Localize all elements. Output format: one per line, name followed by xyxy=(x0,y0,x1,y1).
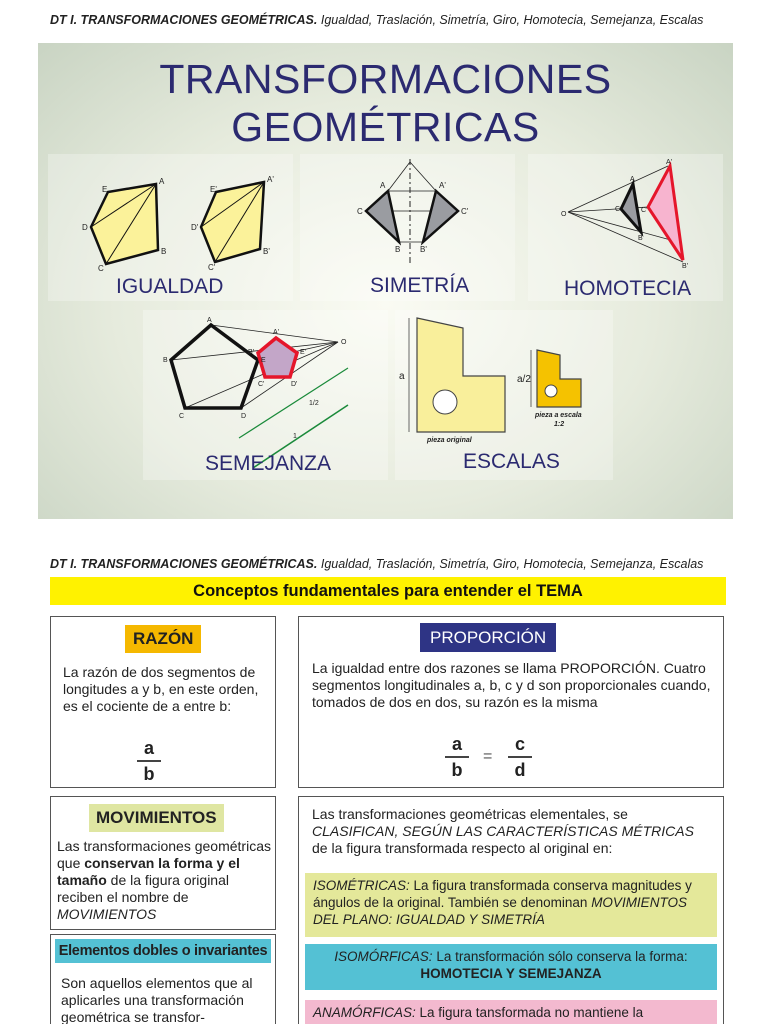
pt-D: D xyxy=(82,223,88,232)
mark-one: 1 xyxy=(293,433,297,440)
pt-E: E xyxy=(102,185,108,194)
box-razon xyxy=(50,616,276,788)
cover-title-line1: TRANSFORMACIONES xyxy=(159,56,612,102)
pt-O: O xyxy=(341,339,347,346)
strip-isomorficas: ISOMÓRFICAS: La transformación sólo conserva la forma: HOMOTECIA Y SEMEJANZA xyxy=(305,944,717,990)
dim-a: a xyxy=(399,371,405,382)
pt-A: A xyxy=(630,176,635,183)
pt-B: B xyxy=(161,247,167,256)
label-homotecia: HOMOTECIA xyxy=(564,277,692,300)
panel-escalas xyxy=(395,310,613,480)
panel-simetria xyxy=(300,154,515,301)
movimientos-text: Las transformaciones geométricas que conservan la forma y el tamaño de la figura original reciben el nombre de MOVIMIENTOS xyxy=(57,838,271,922)
razon-fraction xyxy=(137,738,161,784)
label-simetria: SIMETRÍA xyxy=(370,274,470,297)
header-rest-2: Igualdad, Traslación, Simetría, Giro, Homotecia, Semejanza, Escalas xyxy=(317,557,704,571)
pt-D: D xyxy=(241,413,247,420)
page-header-top xyxy=(50,13,703,27)
pt-A2: A' xyxy=(666,159,673,166)
header-bold: DT I. TRANSFORMACIONES GEOMÉTRICAS. xyxy=(50,13,318,27)
proporcion-fraction-1: a b xyxy=(445,734,469,780)
pt-C2: C' xyxy=(641,207,648,214)
strip-isometricas: ISOMÉTRICAS: La figura transformada conserva magnitudes y ángulos de la original. También se denominan MOVIMIENTOS DEL PLANO: IGUALDAD Y SIMETRÍA xyxy=(305,873,717,937)
header-rest: Igualdad, Traslación, Simetría, Giro, Homotecia, Semejanza, Escalas xyxy=(317,13,704,27)
frac-den: b xyxy=(143,763,155,784)
page-header-second xyxy=(50,557,703,571)
box-elementos xyxy=(50,934,276,1024)
cover-slide xyxy=(38,43,733,519)
pt-E2: E' xyxy=(300,349,307,356)
box-clasifican xyxy=(298,796,724,1024)
elementos-text: Son aquellos elementos que al aplicarles una transformación geométrica se transfor- xyxy=(61,975,253,1024)
pt-B: B xyxy=(638,235,643,242)
cover-title xyxy=(38,55,733,151)
pt-C: C xyxy=(615,206,621,213)
proporcion-text: La igualdad entre dos razones se llama PROPORCIÓN. Cuatro segmentos longitudinales a, b, c y d son proporcionales cuando, tomados de dos en dos, su razón es la misma xyxy=(312,660,711,710)
piece-original xyxy=(417,318,505,432)
tag-razon: RAZÓN xyxy=(125,625,201,653)
pt-C: C xyxy=(357,207,363,216)
label-semejanza: SEMEJANZA xyxy=(205,452,332,475)
pt-B2: B' xyxy=(248,349,255,356)
shape-left xyxy=(366,191,399,242)
pt-B2: B' xyxy=(263,247,270,256)
panel-semejanza xyxy=(143,310,388,480)
dim-a2: a/2 xyxy=(517,374,531,385)
pt-D2: D' xyxy=(291,381,298,388)
strip-anamorficas: ANAMÓRFICAS: La figura tansformada no mantiene la xyxy=(305,1000,717,1024)
caption-scaled-1: pieza a escala xyxy=(535,412,582,419)
shape-copy xyxy=(201,182,264,262)
panel-igualdad xyxy=(48,154,293,301)
pt-B2: B' xyxy=(682,263,689,270)
tag-movimientos: MOVIMIENTOS xyxy=(89,804,224,832)
tag-proporcion: PROPORCIÓN xyxy=(420,623,556,652)
concepts-title: Conceptos fundamentales para entender el TEMA xyxy=(50,577,726,605)
label-escalas: ESCALAS xyxy=(463,450,560,473)
pt-C: C xyxy=(98,264,104,273)
box-proporcion xyxy=(298,616,724,788)
razon-text: La razón de dos segmentos de longitudes a y b, en este orden, es el cociente de a entre b: xyxy=(63,664,259,714)
caption-scaled-2: 1:2 xyxy=(554,421,565,428)
pt-D2: D' xyxy=(191,223,199,232)
pt-B: B xyxy=(395,245,401,254)
equals-sign: = xyxy=(483,748,493,765)
tag-elementos: Elementos dobles o invariantes xyxy=(55,939,271,963)
pt-E: E xyxy=(261,357,266,364)
pt-C2: C' xyxy=(208,263,216,272)
frac-num: a xyxy=(143,738,154,758)
pt-A: A xyxy=(207,317,212,324)
piece-scaled xyxy=(537,350,581,407)
pt-B: B xyxy=(163,357,168,364)
pt-A2: A' xyxy=(273,329,280,336)
pt-A: A xyxy=(159,177,165,186)
pt-C2: C' xyxy=(258,381,265,388)
panel-homotecia xyxy=(528,154,723,301)
pt-A: A xyxy=(380,181,386,190)
box-movimientos xyxy=(50,796,276,930)
shape-small xyxy=(621,184,641,232)
pt-A2: A' xyxy=(267,175,274,184)
shape-right xyxy=(423,191,458,242)
pt-E2: E' xyxy=(210,185,217,194)
pt-O: O xyxy=(561,211,567,218)
shape-large xyxy=(648,166,683,260)
header-bold-2: DT I. TRANSFORMACIONES GEOMÉTRICAS. xyxy=(50,557,318,571)
clasifican-text: Las transformaciones geométricas elementales, se CLASIFICAN, SEGÚN LAS CARACTERÍSTICAS MÉTRICAS de la figura transformada respecto al original en: xyxy=(312,806,694,856)
pt-A2: A' xyxy=(439,181,446,190)
pt-C2: C' xyxy=(461,207,469,216)
caption-original: pieza original xyxy=(427,437,472,444)
mark-half: 1/2 xyxy=(309,400,319,407)
pt-B2: B' xyxy=(420,245,427,254)
cover-title-line2: GEOMÉTRICAS xyxy=(231,104,540,150)
pt-C: C xyxy=(179,413,185,420)
proporcion-fraction-2: c d xyxy=(508,734,532,780)
label-igualdad: IGUALDAD xyxy=(116,275,224,298)
